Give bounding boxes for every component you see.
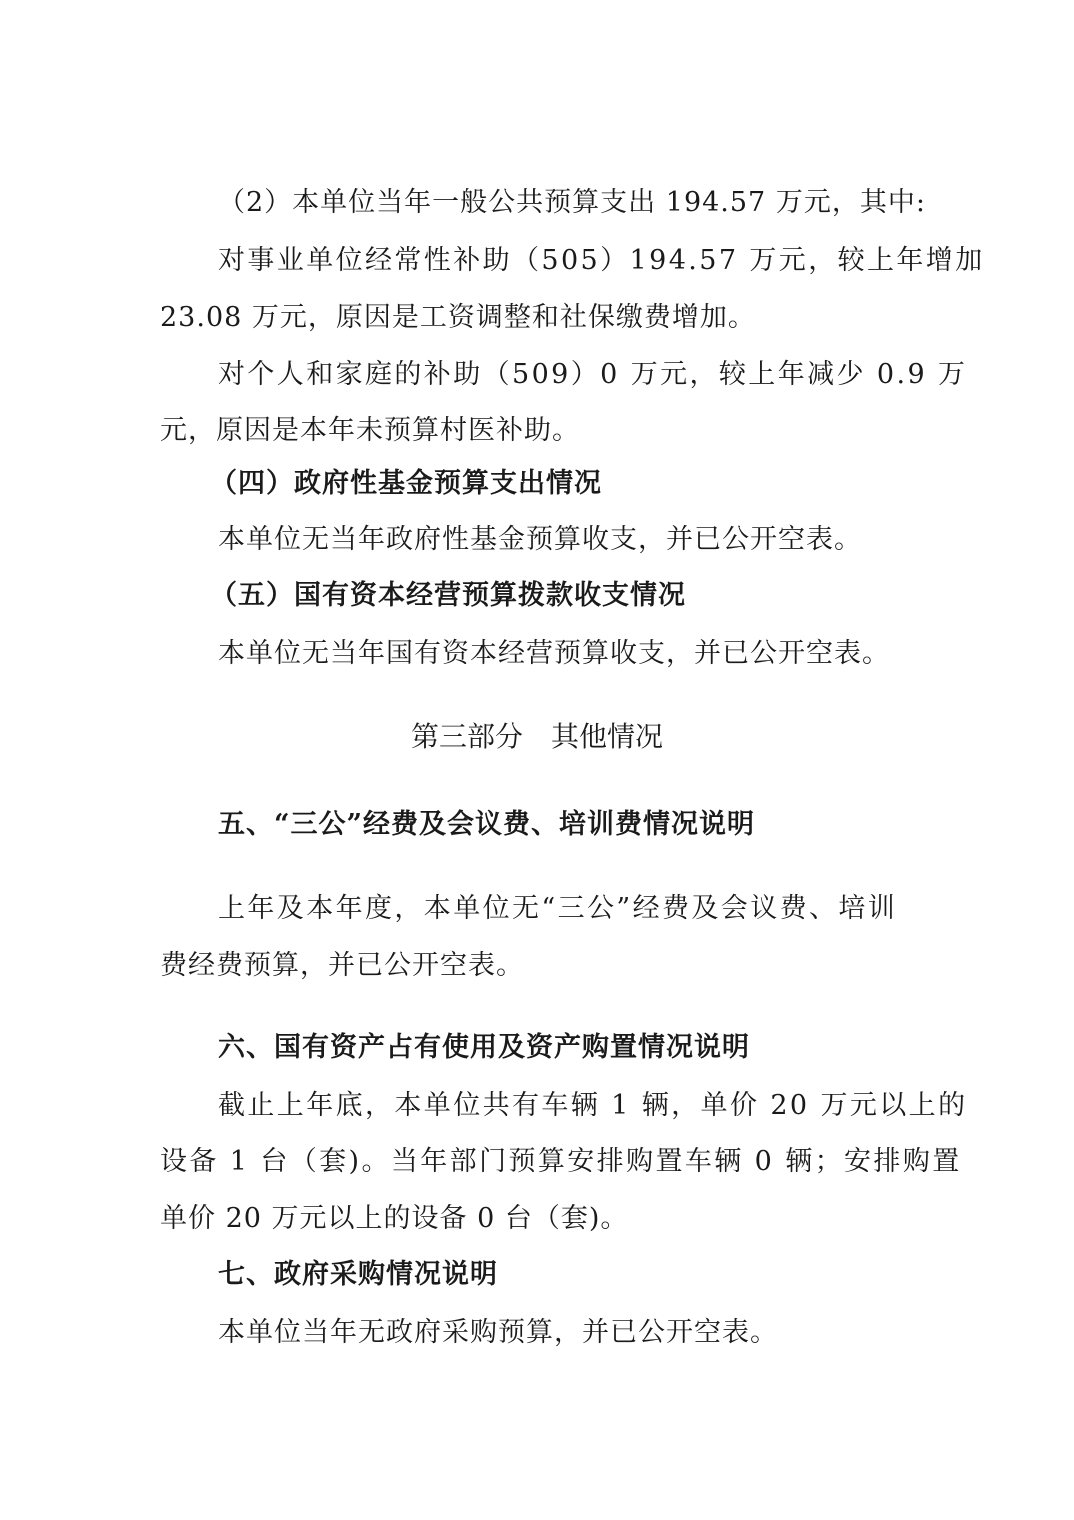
paragraph-505-subsidy-line2: 23.08 万元，原因是工资调整和社保缴费增加。 <box>160 302 756 333</box>
heading-state-assets: 六、国有资产占有使用及资产购置情况说明 <box>218 1032 750 1063</box>
heading-state-capital-budget: （五）国有资本经营预算拨款收支情况 <box>210 580 686 611</box>
heading-three-public-expenses: 五、“三公”经费及会议费、培训费情况说明 <box>218 809 756 840</box>
paragraph-505-subsidy-line1: 对事业单位经常性补助（505）194.57 万元，较上年增加 <box>218 245 985 276</box>
heading-gov-fund-budget: （四）政府性基金预算支出情况 <box>210 468 602 499</box>
paragraph-three-public-line1: 上年及本年度，本单位无“三公”经费及会议费、培训 <box>218 893 898 924</box>
paragraph-gov-procurement: 本单位当年无政府采购预算，并已公开空表。 <box>218 1317 778 1348</box>
paragraph-gov-fund-budget: 本单位无当年政府性基金预算收支，并已公开空表。 <box>218 524 862 555</box>
paragraph-general-budget-expense: （2）本单位当年一般公共预算支出 194.57 万元，其中: <box>218 187 926 218</box>
paragraph-509-subsidy-line1: 对个人和家庭的补助（509）0 万元，较上年减少 0.9 万 <box>218 359 968 390</box>
part3-title: 第三部分 其他情况 <box>410 720 663 753</box>
paragraph-state-capital-budget: 本单位无当年国有资本经营预算收支，并已公开空表。 <box>218 638 890 669</box>
paragraph-state-assets-line1: 截止上年底，本单位共有车辆 1 辆，单价 20 万元以上的 <box>218 1090 968 1121</box>
paragraph-state-assets-line3: 单价 20 万元以上的设备 0 台（套)。 <box>160 1203 629 1234</box>
paragraph-three-public-line2: 费经费预算，并已公开空表。 <box>160 950 524 981</box>
paragraph-state-assets-line2: 设备 1 台（套)。当年部门预算安排购置车辆 0 辆；安排购置 <box>160 1146 962 1177</box>
heading-gov-procurement: 七、政府采购情况说明 <box>218 1259 498 1290</box>
paragraph-509-subsidy-line2: 元，原因是本年未预算村医补助。 <box>160 415 580 446</box>
